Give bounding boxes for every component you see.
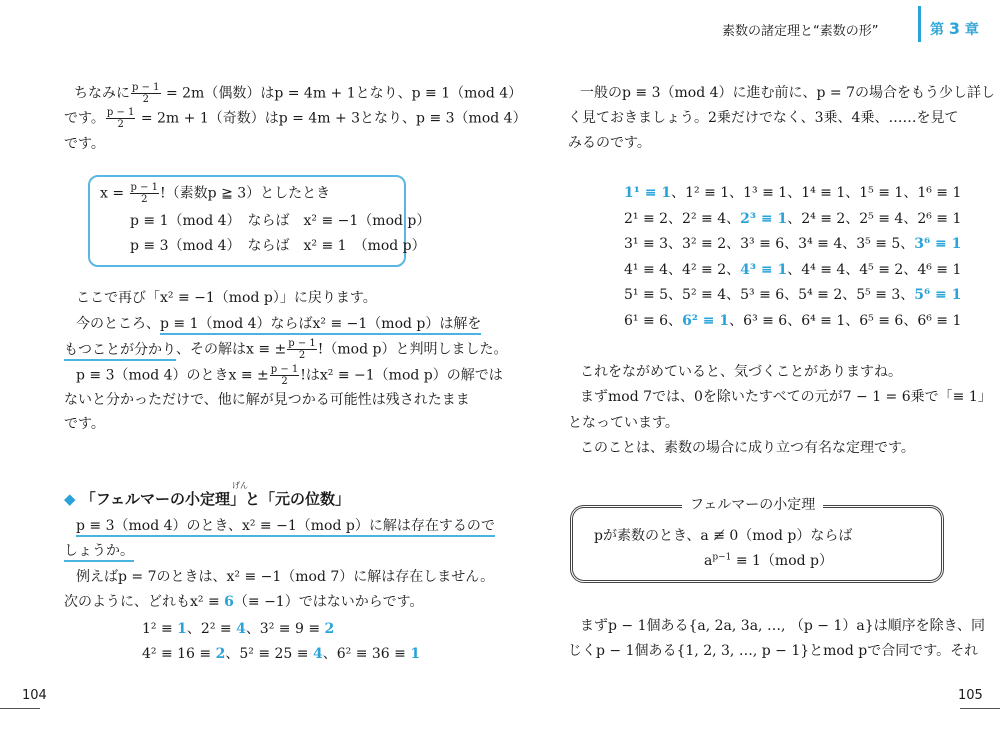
text-fragment: 今のところ、 [76, 316, 160, 332]
highlight-value: 6 [224, 594, 234, 610]
highlight-value: 4³ ≡ 1 [740, 262, 788, 278]
highlight-value: 4 [236, 621, 246, 637]
text-fragment: !はx² ≡ −1（mod p）の解では [300, 367, 503, 384]
chapter-label [930, 19, 979, 39]
left-para2-line1: ここで再び「x² ≡ −1（mod p）」に戻ります。 [76, 290, 377, 306]
text-fragment: 5¹ ≡ 5、5² ≡ 4、5³ ≡ 6、5⁴ ≡ 2、5⁵ ≡ 3、 [624, 287, 915, 303]
ruby-gen: げん [232, 481, 248, 490]
squares-line1 [142, 619, 334, 639]
left-para1-line3: です。 [64, 136, 105, 152]
fraction-numerator: p − 1 [132, 82, 160, 93]
text-fragment: !（mod p）と判明しました。 [317, 341, 508, 358]
text-fragment: 次のように、どれもx² ≡ [64, 594, 225, 610]
text-fragment: 、6² ≡ 36 ≡ [322, 646, 411, 662]
text-fragment: 、2⁴ ≡ 2、2⁵ ≡ 4、2⁶ ≡ 1 [787, 211, 962, 227]
underlined-text: p ≡ 1（mod 4）ならばx² ≡ −1（mod p）は解を [160, 316, 481, 335]
text-fragment: 、その解はx ≡ ± [176, 341, 287, 358]
text-fragment: !（素数p ≧ 3）としたとき [160, 185, 331, 202]
chapter-prefix: 第 [930, 22, 944, 38]
fraction [131, 82, 161, 105]
left-para3-line2 [64, 338, 507, 361]
powers-row-4 [624, 260, 961, 280]
left-para4-line1 [76, 364, 503, 387]
text-fragment: = 2m（偶数）はp = 4m + 1となり、p ≡ 1（mod 4） [161, 85, 523, 102]
squares-line2 [142, 644, 420, 664]
underlined-text: しょうか。 [64, 543, 134, 562]
section-title: 「フェルマーの小定理」と「元の位数」 [80, 490, 351, 508]
text-fragment: ちなみに [74, 85, 130, 102]
text-fragment: 2¹ ≡ 2、2² ≡ 4、 [624, 211, 741, 227]
left-para6-line2 [64, 592, 423, 612]
text-fragment: です。 [64, 110, 105, 127]
powers-row-1 [624, 183, 961, 203]
text-fragment: 4² ≡ 16 ≡ [142, 646, 216, 662]
highlight-value: 1 [410, 646, 421, 662]
fraction-numerator: p − 1 [270, 364, 299, 375]
text-fragment: 、6³ ≡ 6、6⁴ ≡ 1、6⁵ ≡ 6、6⁶ ≡ 1 [729, 313, 962, 329]
theorem-line2 [704, 551, 833, 571]
fraction-denominator: 2 [141, 194, 148, 205]
left-para4-line3: です。 [64, 416, 105, 432]
exponent: p−1 [712, 552, 732, 563]
theorem-title: フェルマーの小定理 [682, 494, 823, 514]
left-para3-line1 [76, 314, 481, 334]
theorem-line1: pが素数のとき、a ≢ 0（mod p）ならば [594, 528, 853, 544]
powers-row-2 [624, 209, 961, 229]
left-para5-line2 [64, 541, 134, 561]
right-para3-line2: となっています。 [568, 415, 679, 431]
powers-row-5 [624, 285, 961, 305]
right-para4-line1: このことは、素数の場合に成り立つ有名な定理です。 [580, 440, 915, 456]
highlight-value: 4 [312, 646, 323, 662]
text-fragment: 1² ≡ [142, 621, 178, 637]
text-fragment: a [704, 553, 713, 569]
result-box-line1 [100, 182, 330, 205]
fraction-denominator: 2 [281, 376, 288, 387]
result-box-line2: p ≡ 1（mod 4） ならば x² ≡ −1（mod p） [130, 213, 431, 229]
page-number-left: 104 [22, 688, 47, 703]
chapter-suffix: 章 [964, 22, 979, 38]
powers-row-6 [624, 311, 961, 331]
highlight-value: 2³ ≡ 1 [740, 211, 788, 227]
text-fragment: 、4⁴ ≡ 4、4⁵ ≡ 2、4⁶ ≡ 1 [787, 262, 962, 278]
footer-rule-left [0, 708, 40, 709]
highlight-value: 5⁶ ≡ 1 [914, 287, 962, 303]
text-fragment: p ≡ 3（mod 4）のときx ≡ ± [76, 367, 269, 384]
left-para1-line2 [64, 107, 527, 130]
right-para5-line1: まずp − 1個ある{a, 2a, 3a, …, （p − 1）a}は順序を除き、同 [580, 618, 986, 634]
highlight-value: 2 [215, 646, 226, 662]
chapter-number: 3 [948, 19, 961, 38]
left-para4-line2: ないと分かっただけで、他に解が見つかる可能性は残されたまま [64, 392, 470, 408]
highlight-value: 2 [324, 621, 335, 637]
highlight-value: 1 [177, 621, 187, 637]
result-box-line3: p ≡ 3（mod 4） ならば x² ≡ 1 （mod p） [130, 238, 426, 254]
highlight-value: 6² ≡ 1 [682, 313, 730, 329]
text-fragment: = 2m + 1（奇数）はp = 4m + 3となり、p ≡ 3（mod 4） [136, 110, 527, 127]
text-fragment: 、2² ≡ [186, 621, 237, 637]
right-para2-line1: これをながめていると、気づくことがありますね。 [580, 364, 902, 380]
underlined-text: もつことが分かり [64, 342, 176, 361]
text-fragment: （≡ −1）ではないからです。 [233, 594, 424, 610]
header-accent-bar [918, 6, 921, 42]
right-para3-line1: まずmod 7では、0を除いたすべての元が7 − 1 = 6乗で「≡ 1」 [580, 389, 992, 405]
fraction-numerator: p − 1 [106, 107, 135, 118]
diamond-icon: ◆ [64, 490, 76, 508]
text-fragment: ≡ 1（mod p） [731, 553, 834, 569]
text-fragment: 、1² ≡ 1、1³ ≡ 1、1⁴ ≡ 1、1⁵ ≡ 1、1⁶ ≡ 1 [671, 185, 962, 201]
right-para1-line1: 一般のp ≡ 3（mod 4）に進む前に、p = 7の場合をもう少し詳し [580, 85, 996, 101]
fraction [106, 107, 136, 130]
underlined-text: p ≡ 3（mod 4）のとき、x² ≡ −1（mod p）に解は存在するので [76, 518, 495, 537]
fraction-denominator: 2 [117, 119, 124, 130]
fraction-denominator: 2 [142, 94, 149, 105]
right-para1-line2: く見ておきましょう。2乗だけでなく、3乗、4乗、……を見て [568, 110, 959, 126]
text-fragment: x = [100, 185, 129, 202]
highlight-value: 3⁶ ≡ 1 [914, 236, 962, 252]
running-header-title: 素数の諸定理と“素数の形” [722, 24, 879, 39]
text-fragment: 、3² ≡ 9 ≡ [245, 621, 325, 637]
left-para5-line1 [76, 516, 495, 536]
right-para1-line3: みるのです。 [568, 135, 651, 151]
text-fragment: 3¹ ≡ 3、3² ≡ 2、3³ ≡ 6、3⁴ ≡ 4、3⁵ ≡ 5、 [624, 236, 915, 252]
highlight-value: 1¹ ≡ 1 [624, 185, 672, 201]
powers-row-3 [624, 234, 961, 254]
left-para1-line1 [74, 82, 522, 105]
text-fragment: 4¹ ≡ 4、4² ≡ 2、 [624, 262, 741, 278]
section-heading [64, 488, 350, 509]
left-para6-line1: 例えばp = 7のときは、x² ≡ −1（mod 7）に解は存在しません。 [76, 569, 495, 585]
right-para5-line2: じくp − 1個ある{1, 2, 3, …, p − 1}とmod pで合同です。それ [568, 643, 979, 659]
text-fragment: 、5² ≡ 25 ≡ [225, 646, 313, 662]
fraction-denominator: 2 [298, 350, 306, 361]
fraction-numerator: p − 1 [130, 182, 159, 193]
footer-rule-right [960, 708, 1000, 709]
text-fragment: 6¹ ≡ 6、 [624, 313, 683, 329]
fraction [270, 364, 300, 387]
fraction [130, 182, 160, 205]
page-number-right: 105 [958, 688, 983, 703]
fraction-numerator: p − 1 [288, 338, 316, 349]
fraction [287, 338, 317, 361]
